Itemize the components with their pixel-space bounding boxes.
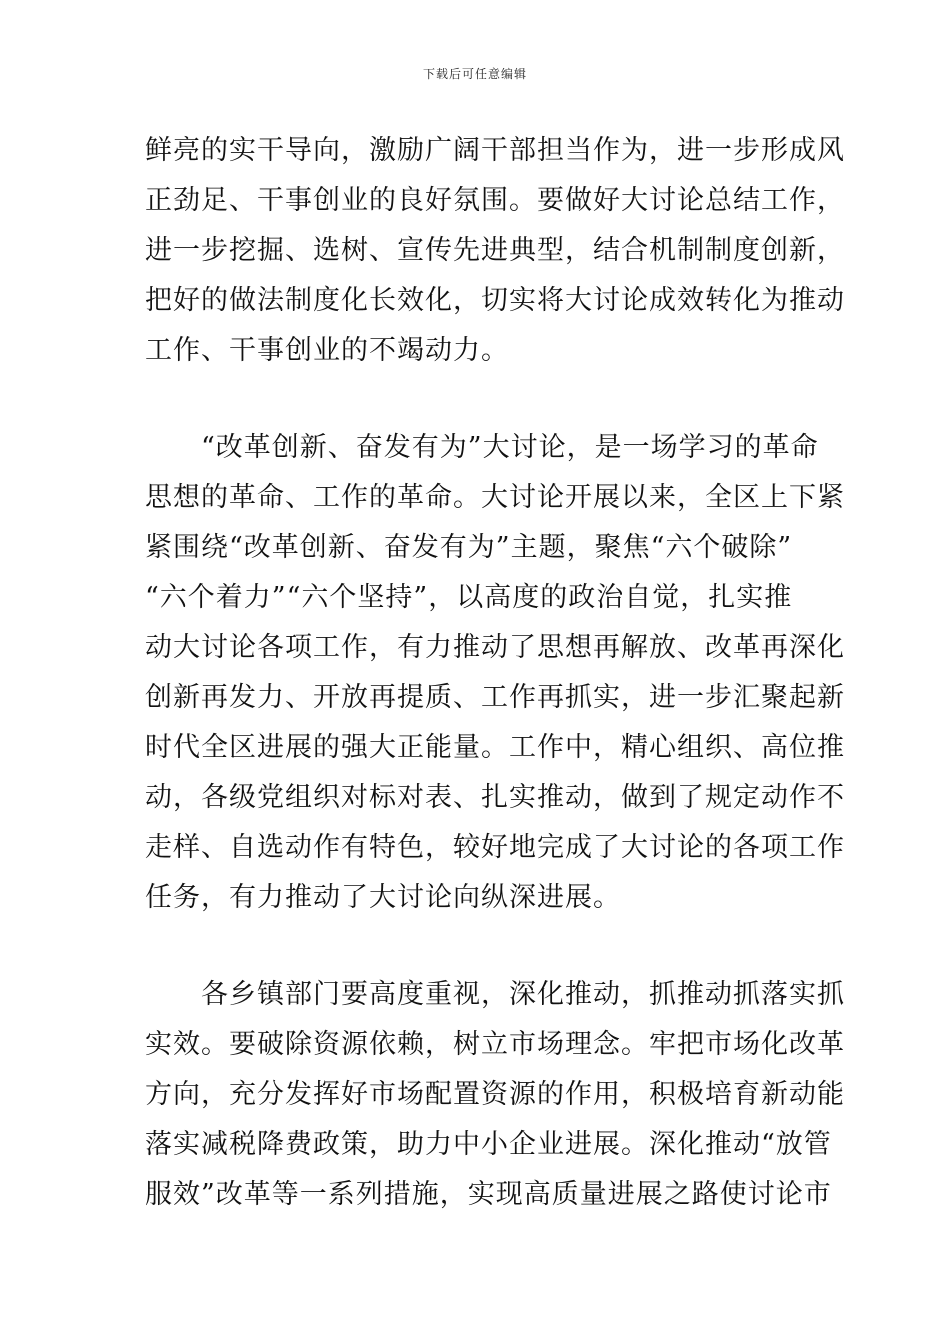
text-line: 落实减税降费政策，助力中小企业进展。深化推动“放管: [145, 1129, 832, 1160]
text-line: 各乡镇部门要高度重视，深化推动，抓推动抓落实抓: [145, 979, 845, 1010]
header-note: 下载后可任意编辑: [422, 67, 527, 81]
text-line: 工作、干事创业的不竭动力。: [145, 335, 509, 366]
text-line: 走样、自选动作有特色，较好地完成了大讨论的各项工作: [145, 832, 845, 863]
text-line: 思想的革命、工作的革命。大讨论开展以来，全区上下紧: [145, 482, 845, 513]
text-line: 动，各级党组织对标对表、扎实推动，做到了规定动作不: [145, 782, 845, 813]
text-line: 紧围绕“改革创新、奋发有为”主题，聚焦“六个破除”: [145, 532, 793, 563]
text-line: “六个着力”“六个坚持”，以高度的政治自觉，扎实推: [145, 582, 793, 613]
text-line: “改革创新、奋发有为”大讨论，是一场学习的革命: [145, 432, 819, 463]
text-line: 实效。要破除资源依赖，树立市场理念。牢把市场化改革: [145, 1029, 845, 1060]
paragraph-3: [145, 970, 845, 1220]
text-line: 鲜亮的实干导向，激励广阔干部担当作为，进一步形成风: [145, 135, 845, 166]
text-line: 进一步挖掘、选树、宣传先进典型，结合机制制度创新，: [145, 235, 845, 266]
text-line: 把好的做法制度化长效化，切实将大讨论成效转化为推动: [145, 285, 845, 316]
paragraph-1: [145, 126, 845, 376]
text-line: 动大讨论各项工作，有力推动了思想再解放、改革再深化: [145, 632, 845, 663]
text-line: 任务，有力推动了大讨论向纵深进展。: [145, 882, 621, 913]
text-line: 正劲足、干事创业的良好氛围。要做好大讨论总结工作，: [145, 185, 845, 216]
text-line: 时代全区进展的强大正能量。工作中，精心组织、高位推: [145, 732, 845, 763]
text-line: 服效”改革等一系列措施，实现高质量进展之路使讨论市: [145, 1179, 832, 1210]
text-line: 方向，充分发挥好市场配置资源的作用，积极培育新动能: [145, 1079, 845, 1110]
paragraph-2: [145, 423, 845, 923]
text-line: 创新再发力、开放再提质、工作再抓实，进一步汇聚起新: [145, 682, 845, 713]
